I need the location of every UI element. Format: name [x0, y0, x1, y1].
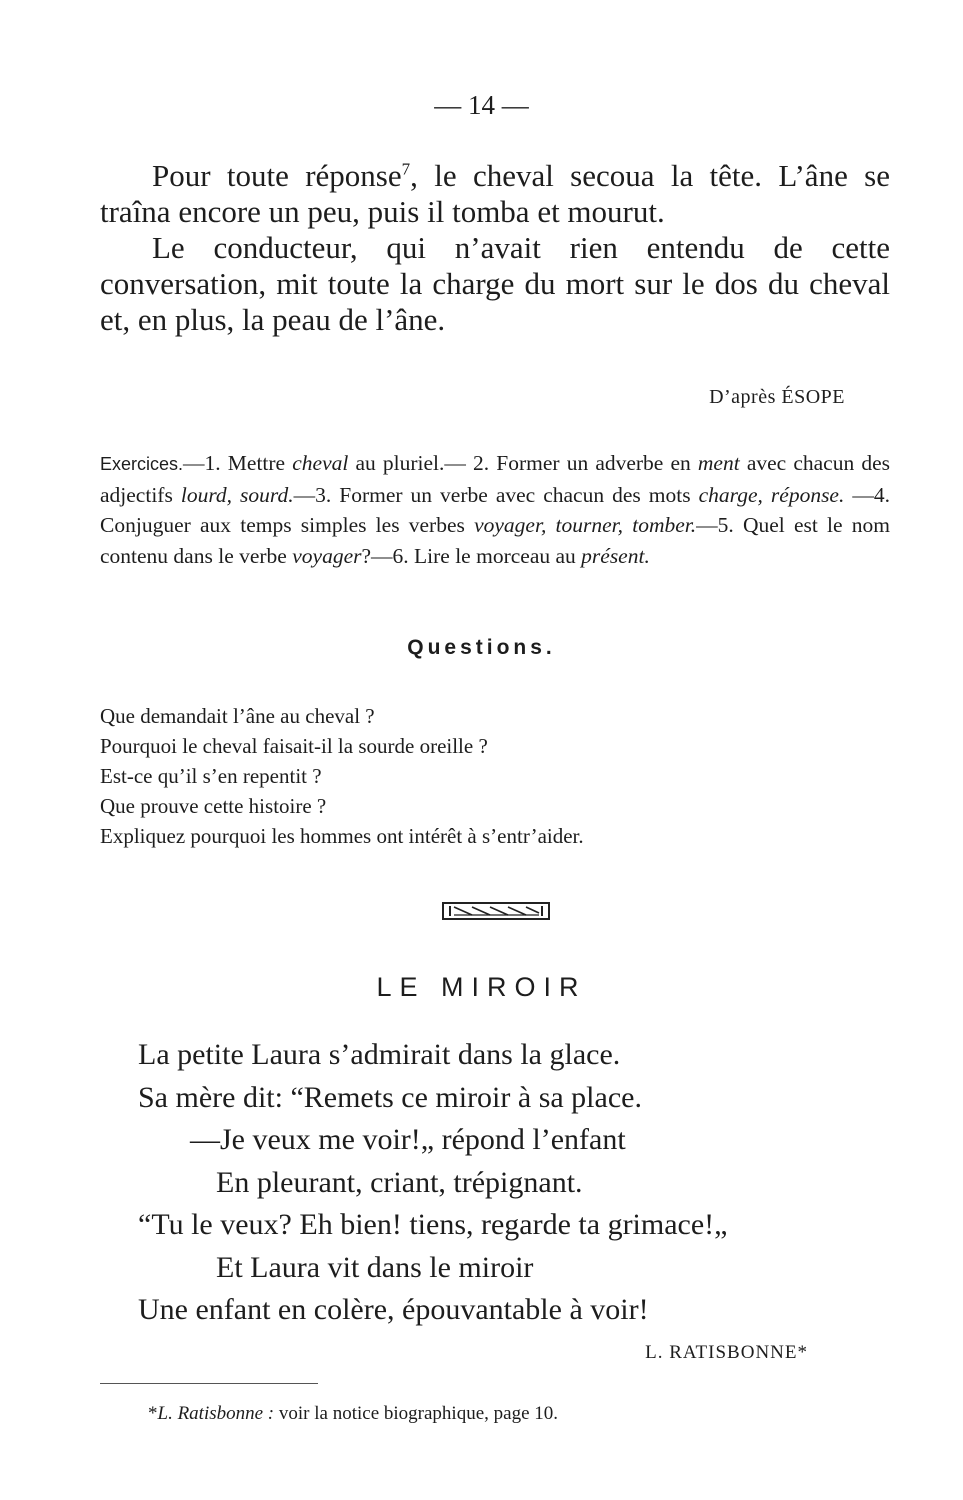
exercise-text: avec chacun des adjectifs [100, 451, 891, 507]
question-item: Pourquoi le cheval faisait-il la sourde oreille ? [100, 734, 488, 758]
exercise-word: lourd, sourd. [180, 482, 294, 507]
footnote [148, 1403, 558, 1425]
poem-line: Sa mère dit: “Remets ce miroir à sa place. [138, 1080, 642, 1114]
footnote-text: voir la notice biographique, page 10. [274, 1403, 558, 1424]
story-text [100, 158, 890, 338]
exercise-text: —5. Quel est le nom contenu dans le verbe [100, 513, 890, 568]
question-item: Que prouve cette histoire ? [100, 794, 327, 818]
questions-heading: Questions. [407, 636, 556, 659]
poem-attribution: L. RATISBONNE* [645, 1342, 808, 1363]
poem-line: “Tu le veux? Eh bien! tiens, regarde ta grimace!„ [138, 1208, 728, 1241]
poem-line: Une enfant en colère, épouvantable à voir! [138, 1293, 649, 1326]
note-reference: 7 [401, 159, 411, 179]
exercise-word: présent. [581, 543, 650, 568]
footnote-name: L. Ratisbonne : [157, 1403, 275, 1424]
story-paragraph-1-start: Pour toute réponse [152, 158, 402, 193]
exercise-word: ment [697, 451, 740, 475]
question-item: Expliquez pourquoi les hommes ont intérêt à s’entr’aider. [100, 824, 584, 848]
exercise-word: cheval [292, 451, 349, 475]
exercise-text: —3. Former un verbe avec chacun des mots [293, 482, 699, 507]
footnote-mark: * [148, 1403, 158, 1424]
story-paragraph-2: Le conducteur, qui n’avait rien entendu de cette conversation, mit toute la charge du mort sur le dos du cheval et, en plus, la peau de l’âne. [100, 230, 890, 337]
poem-line: En pleurant, criant, trépignant. [216, 1165, 583, 1199]
question-item: Que demandait l’âne au cheval ? [100, 704, 375, 728]
poem-title: LE MIROIR [376, 972, 587, 1002]
exercise-word: charge, réponse. [698, 482, 845, 507]
poem-line: —Je veux me voir!„ répond l’enfant [190, 1123, 626, 1156]
exercise-word: voyager [292, 543, 362, 568]
exercise-text: ?—6. Lire le morceau au [361, 543, 582, 568]
exercise-text: au pluriel.— 2. Former un adverbe en [348, 451, 698, 475]
exercise-text: —1. Mettre [183, 451, 293, 475]
story-paragraph-1-end: , le cheval secoua la tête. L’âne se traîna encore un peu, puis il tomba et mourut. [100, 158, 890, 229]
footnote-rule [100, 1383, 318, 1384]
exercise-word: voyager, tourner, tomber. [474, 513, 697, 537]
questions-list [100, 701, 890, 851]
story-paragraph-1 [100, 158, 890, 230]
page-number: — 14 — [434, 90, 529, 120]
poem-line: La petite Laura s’admirait dans la glace. [138, 1038, 621, 1071]
ornament-divider-icon [442, 902, 550, 920]
question-item: Est-ce qu’il s’en repentit ? [100, 764, 322, 788]
poem-line: Et Laura vit dans le miroir [216, 1250, 534, 1284]
exercises-block [100, 448, 890, 571]
exercise-text: —4. Conjuguer aux temps simples les verbes [100, 482, 890, 537]
exercises-label: Exercices. [100, 454, 184, 474]
story-attribution: D’après ÉSOPE [709, 386, 845, 408]
poem-body [138, 1034, 908, 1332]
